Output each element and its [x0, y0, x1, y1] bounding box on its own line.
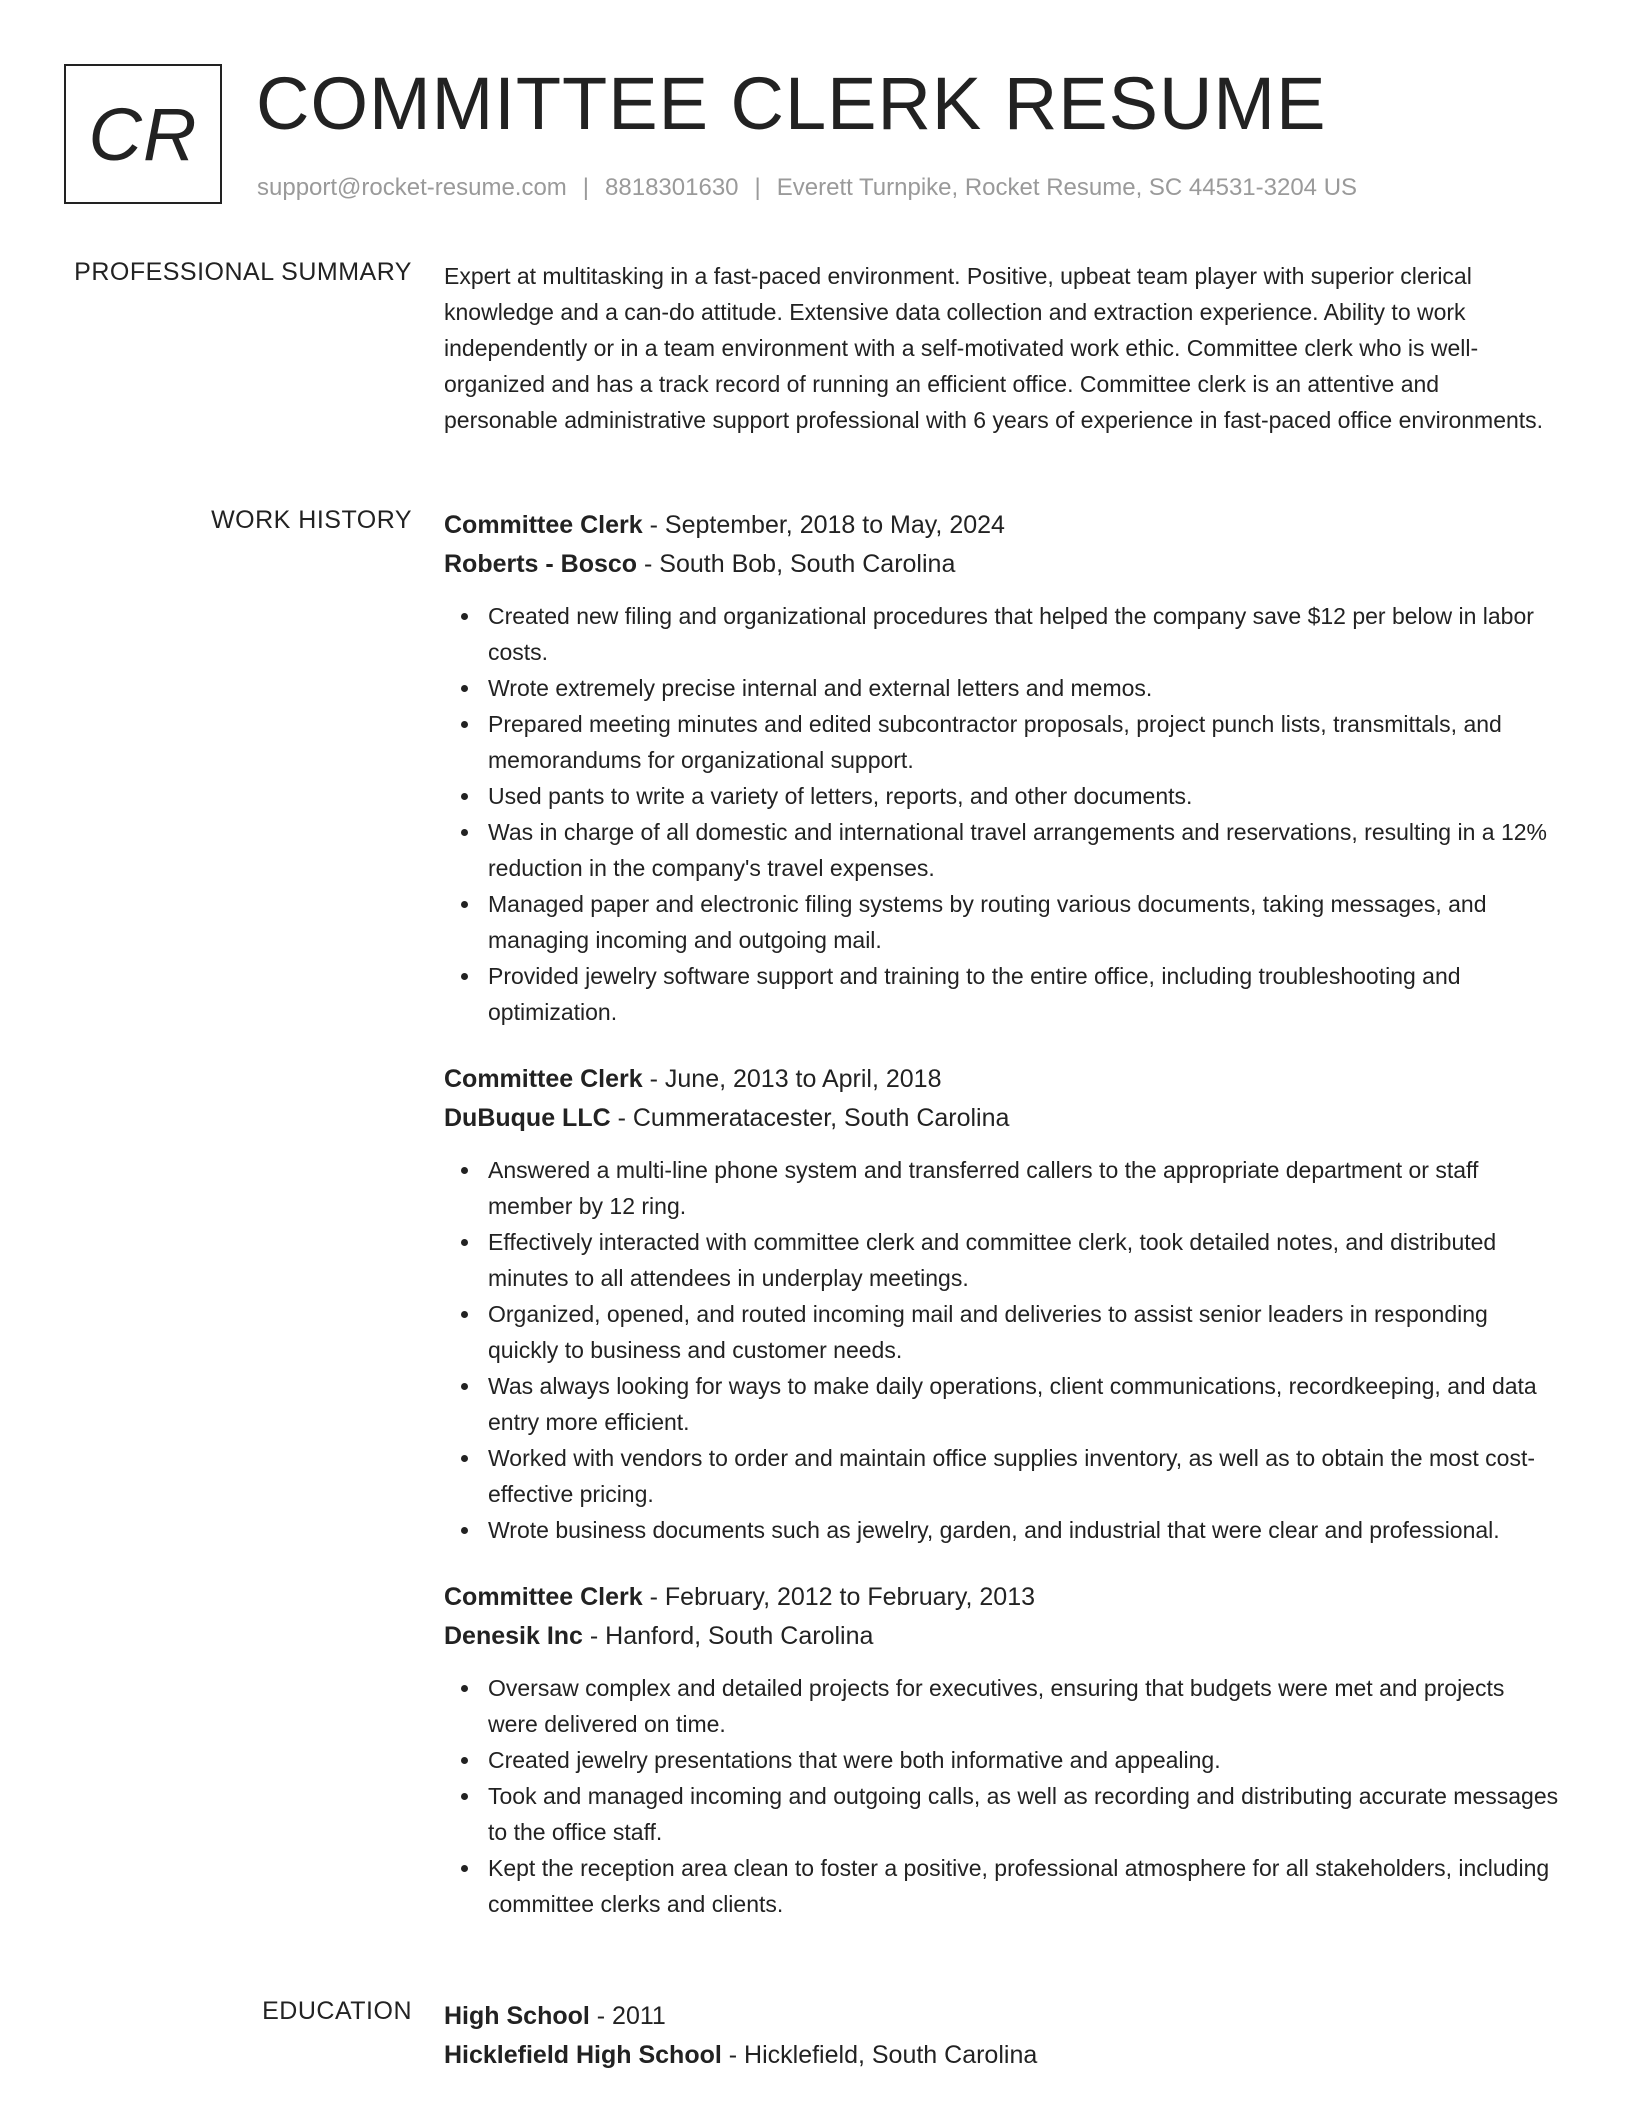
job-bullet: Effectively interacted with committee clerk and committee clerk, took detailed notes, and distributed minutes to all attendees in underplay meetings.: [488, 1224, 1559, 1296]
job-company-line: [444, 545, 1559, 584]
job-bullet: Created jewelry presentations that were both informative and appealing.: [488, 1742, 1559, 1778]
contact-separator: |: [582, 174, 590, 201]
resume-title: COMMITTEE CLERK RESUME: [256, 62, 1327, 145]
job-location: - Cummeratacester, South Carolina: [610, 1104, 1010, 1132]
education-school: Hicklefield High School: [444, 2041, 722, 2069]
education-degree: High School: [444, 2002, 590, 2030]
job-bullet: Was in charge of all domestic and international travel arrangements and reservations, resulting in a 12% reduction in the company's travel expenses.: [488, 814, 1559, 886]
job-bullet: Managed paper and electronic filing systems by routing various documents, taking messages, and managing incoming and outgoing mail.: [488, 886, 1559, 958]
education-location: - Hicklefield, South Carolina: [721, 2041, 1038, 2069]
contact-line: [257, 174, 1357, 202]
job-bullet: Worked with vendors to order and maintain office supplies inventory, as well as to obtain the most cost-effective pricing.: [488, 1440, 1559, 1512]
work-history-label: WORK HISTORY: [211, 506, 412, 534]
job-bullet: Organized, opened, and routed incoming mail and deliveries to assist senior leaders in responding quickly to business and customer needs.: [488, 1296, 1559, 1368]
job-dates: - February, 2012 to February, 2013: [642, 1583, 1036, 1611]
job-bullet-list: [444, 1670, 1559, 1922]
job-entry: [444, 1578, 1559, 1922]
contact-email: support@rocket-resume.com: [257, 174, 567, 201]
job-bullet: Wrote extremely precise internal and external letters and memos.: [488, 670, 1559, 706]
resume-header: [64, 64, 1564, 214]
job-bullet: Was always looking for ways to make daily operations, client communications, recordkeeping, and data entry more efficient.: [488, 1368, 1559, 1440]
education-label: EDUCATION: [262, 1997, 412, 2025]
job-entry: [444, 1060, 1559, 1548]
job-bullet: Kept the reception area clean to foster a positive, professional atmosphere for all stakeholders, including committee clerks and clients.: [488, 1850, 1559, 1922]
job-company: DuBuque LLC: [444, 1104, 611, 1132]
job-bullet: Answered a multi-line phone system and transferred callers to the appropriate department or staff member by 12 ring.: [488, 1152, 1559, 1224]
job-bullet-list: [444, 598, 1559, 1030]
job-company-line: [444, 1617, 1559, 1656]
job-bullet: Oversaw complex and detailed projects for executives, ensuring that budgets were met and projects were delivered on time.: [488, 1670, 1559, 1742]
job-location: - Hanford, South Carolina: [582, 1622, 874, 1650]
job-bullet: Provided jewelry software support and training to the entire office, including troubleshooting and optimization.: [488, 958, 1559, 1030]
job-company-line: [444, 1099, 1559, 1138]
summary-text: Expert at multitasking in a fast-paced environment. Positive, upbeat team player with superior clerical knowledge and a can-do attitude. Extensive data collection and extraction experience. Ability to work independently or in a team environment with a self-motivated work ethic. Committee clerk who is well-organized and has a track record of running an efficient office. Committee clerk is an attentive and personable administrative support professional with 6 years of experience in fast-paced office environments.: [444, 263, 1544, 433]
monogram-box: [64, 64, 222, 204]
job-company: Roberts - Bosco: [444, 550, 638, 578]
job-dates: - September, 2018 to May, 2024: [642, 511, 1005, 539]
contact-phone: 8818301630: [605, 174, 739, 201]
job-title-line: [444, 1060, 1559, 1099]
education-school-line: [444, 2036, 1559, 2075]
job-title: Committee Clerk: [444, 1065, 643, 1093]
education-year: - 2011: [589, 2002, 666, 2030]
education-degree-line: [444, 1997, 1559, 2036]
contact-address: Everett Turnpike, Rocket Resume, SC 44531-3204 US: [776, 174, 1358, 201]
contact-separator: |: [754, 174, 761, 201]
job-company: Denesik Inc: [444, 1622, 583, 1650]
job-bullet-list: [444, 1152, 1559, 1548]
job-dates: - June, 2013 to April, 2018: [642, 1065, 942, 1093]
job-location: - South Bob, South Carolina: [637, 550, 956, 578]
job-title-line: [444, 506, 1559, 545]
job-title: Committee Clerk: [444, 511, 643, 539]
monogram-initials: CR: [88, 92, 198, 176]
job-bullet: Prepared meeting minutes and edited subcontractor proposals, project punch lists, transmittals, and memorandums for organizational support.: [488, 706, 1559, 778]
job-title-line: [444, 1578, 1559, 1617]
summary-label: PROFESSIONAL SUMMARY: [74, 258, 412, 286]
job-bullet: Created new filing and organizational procedures that helped the company save $12 per below in labor costs.: [488, 598, 1559, 670]
job-bullet: Wrote business documents such as jewelry, garden, and industrial that were clear and professional.: [488, 1512, 1559, 1548]
job-entry: [444, 506, 1559, 1030]
work-history-list: [444, 506, 1559, 1952]
job-title: Committee Clerk: [444, 1583, 643, 1611]
job-bullet: Used pants to write a variety of letters, reports, and other documents.: [488, 778, 1559, 814]
job-bullet: Took and managed incoming and outgoing calls, as well as recording and distributing accurate messages to the office staff.: [488, 1778, 1559, 1850]
